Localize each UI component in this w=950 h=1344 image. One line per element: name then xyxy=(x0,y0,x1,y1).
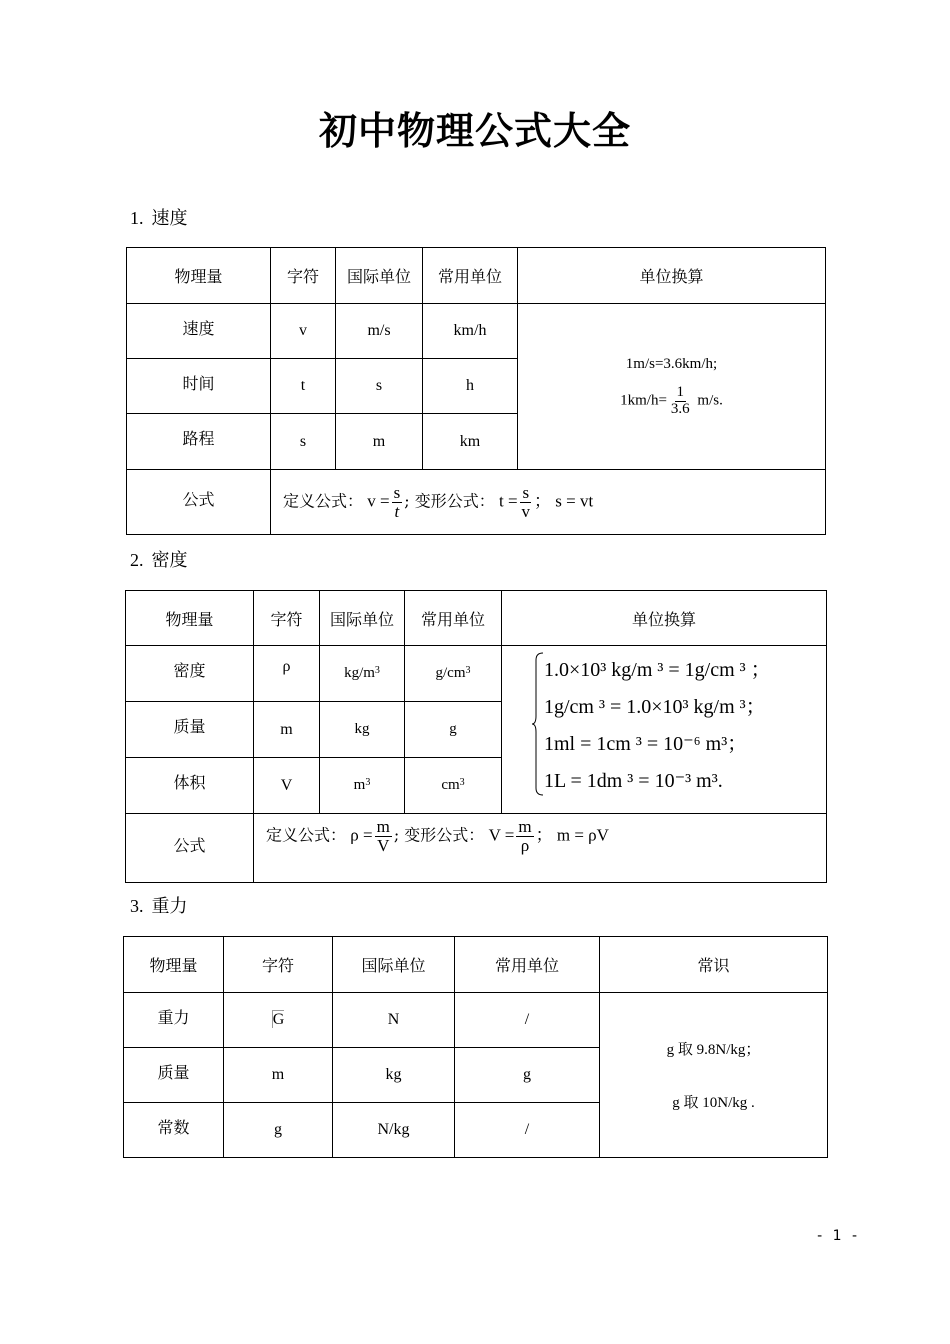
table-row: 密度 ρ $kg/m^3$ $g/cm^3$ 1.0×10³ kg/m ³ = 1g/cm ³ ； 1g/cm ³ = 1.0×10³ kg/m ³； 1ml = 1cm ³ = 10⁻⁶ m³； 1L = 1dm ³ = 10⁻³ m³. xyxy=(126,646,827,702)
section-heading-speed: 1. 速度 xyxy=(130,208,188,229)
page-number: - 1 - xyxy=(817,1228,860,1244)
formula-row: 公式 定义公式： ρ = $\frac{m}{V}$ ; 变形公式： V = $\frac{m}{\rho}$ ； m = ρV xyxy=(126,814,827,883)
header-symbol: 字符 xyxy=(271,248,336,304)
header-si-unit: 国际单位 xyxy=(320,591,405,646)
density-table xyxy=(125,590,827,883)
table-row: 质量 m kg g xyxy=(124,1048,828,1103)
speed-conversion: 1m/s=3.6km/h; 1km/h= $\frac{1}{3.6}$ m/s. xyxy=(518,304,826,470)
formula-row: 公式 定义公式： v = $\frac{s}{t}$ ; 变形公式： t = $\frac{s}{v}$ ； s = vt xyxy=(127,470,826,535)
table-row: 速度 v m/s km/h 1m/s=3.6km/h; 1km/h= $\frac{1}{3.6}$ m/s. xyxy=(127,304,826,359)
header-symbol: 字符 xyxy=(254,591,320,646)
density-formula: 定义公式： ρ = $\frac{m}{V}$ ; 变形公式： V = $\frac{m}{\rho}$ ； m = ρV xyxy=(254,814,827,883)
table-row: 常数 g N/kg / xyxy=(124,1103,828,1158)
header-common-unit: 常用单位 xyxy=(455,937,600,993)
table-row: 体积 V $m^3$ $cm^3$ xyxy=(126,758,827,814)
section-heading-density: 2. 密度 xyxy=(130,550,188,571)
brace-icon xyxy=(532,652,544,796)
page-title: 初中物理公式大全 xyxy=(318,109,631,153)
header-common-unit: 常用单位 xyxy=(423,248,518,304)
speed-table xyxy=(126,247,826,535)
gravity-notes: g 取 9.8N/kg； g 取 10N/kg . xyxy=(600,993,828,1158)
header-si-unit: 国际单位 xyxy=(333,937,455,993)
table-row: 质量 m kg g xyxy=(126,702,827,758)
density-conversion: 1.0×10³ kg/m ³ = 1g/cm ³ ； 1g/cm ³ = 1.0×10³ kg/m ³； 1ml = 1cm ³ = 10⁻⁶ m³； 1L = 1dm ³ = 10⁻³ m³. xyxy=(502,646,827,814)
table-row: 重力 G N / g 取 9.8N/kg； g 取 10N/kg . xyxy=(124,993,828,1048)
header-conversion: 单位换算 xyxy=(518,248,826,304)
table-row: 路程 s m km xyxy=(127,414,826,470)
header-quantity: 物理量 xyxy=(126,591,254,646)
header-notes: 常识 xyxy=(600,937,828,993)
header-common-unit: 常用单位 xyxy=(405,591,502,646)
fraction: $\frac{1}{3.6}$ xyxy=(670,383,690,417)
header-conversion: 单位换算 xyxy=(502,591,827,646)
table-row: 时间 t s h xyxy=(127,359,826,414)
header-quantity: 物理量 xyxy=(127,248,271,304)
speed-formula: 定义公式： v = $\frac{s}{t}$ ; 变形公式： t = $\frac{s}{v}$ ； s = vt xyxy=(271,470,826,535)
section-heading-gravity: 3. 重力 xyxy=(130,896,188,917)
gravity-table xyxy=(123,936,828,1158)
header-si-unit: 国际单位 xyxy=(336,248,423,304)
header-symbol: 字符 xyxy=(224,937,333,993)
header-quantity: 物理量 xyxy=(124,937,224,993)
